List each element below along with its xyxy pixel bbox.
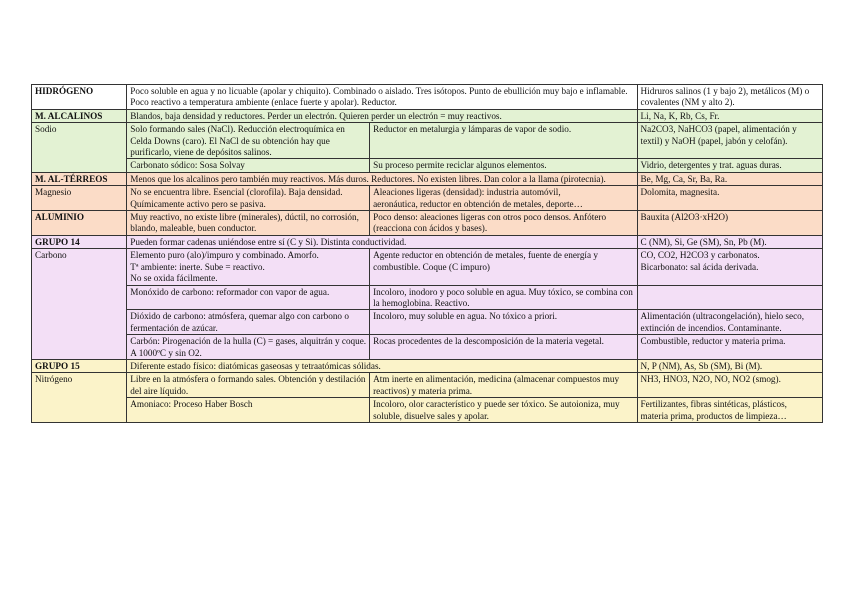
table-cell: M. AL-TÉRREOS [32, 172, 127, 185]
cell-line: materia prima, productos de limpieza… [640, 410, 787, 421]
table-cell: Magnesio [32, 186, 127, 211]
cell-line: Fertilizantes, fibras sintéticas, plásticos, [640, 399, 787, 410]
table-cell: Reductor en metalurgia y lámparas de vapor de sodio. [370, 123, 637, 159]
table-cell: Dolomita, magnesita. [637, 186, 822, 211]
table-cell: Combustible, reductor y materia prima. [637, 335, 822, 360]
table-cell: Be, Mg, Ca, Sr, Ba, Ra. [637, 172, 822, 185]
table-cell: Agente reductor en obtención de metales, fuente de energía y combustible. Coque (C impuro) [370, 249, 637, 285]
cell-line: Elemento puro (alo)/impuro y combinado. Amorfo. [130, 250, 319, 261]
table-cell: Alimentación (ultracongelación), hielo seco, extinción de incendios. Contaminante. [637, 310, 822, 335]
table-cell: Incoloro, olor característico y puede ser tóxico. Se autoioniza, muy soluble, disuelve sales y apolar. [370, 398, 637, 423]
table-cell: Dióxido de carbono: atmósfera, quemar algo con carbono o fermentación de azúcar. [127, 310, 370, 335]
table-cell: Muy reactivo, no existe libre (minerales), dúctil, no corrosión, blando, maleable, buen conductor. [127, 211, 370, 236]
table-cell: GRUPO 14 [32, 235, 127, 248]
table-row [32, 109, 823, 122]
table-row [32, 85, 823, 110]
table-cell [637, 249, 822, 285]
table-cell: Na2CO3, NaHCO3 (papel, alimentación y textil) y NaOH (papel, jabón y celofán). [637, 123, 822, 159]
table-cell: GRUPO 15 [32, 359, 127, 372]
table-row [32, 235, 823, 248]
table-cell: Poco denso: aleaciones ligeras con otros poco densos. Anfótero (reacciona con ácidos y bases). [370, 211, 637, 236]
cell-line: Aleaciones ligeras (densidad): industria automóvil, [373, 187, 561, 198]
table-cell: Su proceso permite reciclar algunos elementos. [370, 159, 637, 172]
table-cell: Carbón: Pirogenación de la hulla (C) = gases, alquitrán y coque. A 1000ºC y sin O2. [127, 335, 370, 360]
table-row [32, 373, 823, 398]
table-cell: Li, Na, K, Rb, Cs, Fr. [637, 109, 822, 122]
table-cell: Atm inerte en alimentación, medicina (almacenar compuestos muy reactivos) y materia prima. [370, 373, 637, 398]
table-cell: Incoloro, inodoro y poco soluble en agua. Muy tóxico, se combina con la hemoglobina. Reactivo. [370, 285, 637, 310]
cell-line: CO, CO2, H2CO3 y carbonatos. [640, 250, 760, 261]
table-cell: NH3, HNO3, N2O, NO, NO2 (smog). [637, 373, 822, 398]
table-cell: ALUMINIO [32, 211, 127, 236]
table-cell: Monóxido de carbono: reformador con vapor de agua. [127, 285, 370, 310]
table-cell: No se encuentra libre. Esencial (clorofila). Baja densidad. Químicamente activo pero se pasiva. [127, 186, 370, 211]
table-cell: Pueden formar cadenas uniéndose entre sí (C y Si). Distinta conductividad. [127, 235, 637, 248]
table-row [32, 335, 823, 360]
table-cell: Carbono [32, 249, 127, 360]
table-cell: Amoniaco: Proceso Haber Bosch [127, 398, 370, 423]
table-cell: Vidrio, detergentes y trat. aguas duras. [637, 159, 822, 172]
table-cell [370, 186, 637, 211]
table-row [32, 211, 823, 236]
table-row [32, 310, 823, 335]
table-row [32, 359, 823, 372]
table-cell [637, 285, 822, 310]
cell-line: Bicarbonato: sal ácida derivada. [640, 261, 759, 272]
table-cell: Sodio [32, 123, 127, 173]
table-cell: Diferente estado físico: diatómicas gaseosas y tetraatómicas sólidas. [127, 359, 637, 372]
table-cell: Menos que los alcalinos pero también muy reactivos. Más duros. Reductores. No existen libres. Dan color a la llama (pirotecnia). [127, 172, 637, 185]
table-cell [637, 398, 822, 423]
table-cell: M. ALCALINOS [32, 109, 127, 122]
table-cell: Bauxita (Al2O3·xH2O) [637, 211, 822, 236]
table-cell: Libre en la atmósfera o formando sales. Obtención y destilación del aire líquido. [127, 373, 370, 398]
table-row [32, 159, 823, 172]
table-row [32, 123, 823, 159]
table-cell [127, 249, 370, 285]
cell-line: aeronáutica, reductor en obtención de metales, deporte… [373, 198, 583, 209]
table-cell: Carbonato sódico: Sosa Solvay [127, 159, 370, 172]
table-cell: HIDRÓGENO [32, 85, 127, 110]
table-row [32, 285, 823, 310]
table-body [32, 85, 823, 423]
table-cell: Hidruros salinos (1 y bajo 2), metálicos (M) o covalentes (NM y alto 2). [637, 85, 822, 110]
table-row [32, 186, 823, 211]
elements-summary-table [31, 84, 823, 423]
table-cell: Poco soluble en agua y no licuable (apolar y chiquito). Combinado o aislado. Tres isótopos. Punto de ebullición muy bajo e inflamable. Poco reactivo a temperatura ambiente (enlace fuerte y apolar). Reductor. [127, 85, 637, 110]
table-row [32, 172, 823, 185]
table-cell: Incoloro, muy soluble en agua. No tóxico a priori. [370, 310, 637, 335]
table-cell: C (NM), Si, Ge (SM), Sn, Pb (M). [637, 235, 822, 248]
table-cell: Solo formando sales (NaCl). Reducción electroquímica en Celda Downs (caro). El NaCl de su obtención hay que purificarlo, viene de depósitos salinos. [127, 123, 370, 159]
table-cell: Rocas procedentes de la descomposición de la materia vegetal. [370, 335, 637, 360]
cell-line: No se oxida fácilmente. [130, 273, 218, 284]
table-cell: Blandos, baja densidad y reductores. Perder un electrón. Quieren perder un electrón = muy reactivos. [127, 109, 637, 122]
table-cell: Nitrógeno [32, 373, 127, 423]
table-cell: N, P (NM), As, Sb (SM), Bi (M). [637, 359, 822, 372]
table-row [32, 398, 823, 423]
table-row [32, 249, 823, 285]
cell-line: Tª ambiente: inerte. Sube = reactivo. [130, 261, 265, 272]
